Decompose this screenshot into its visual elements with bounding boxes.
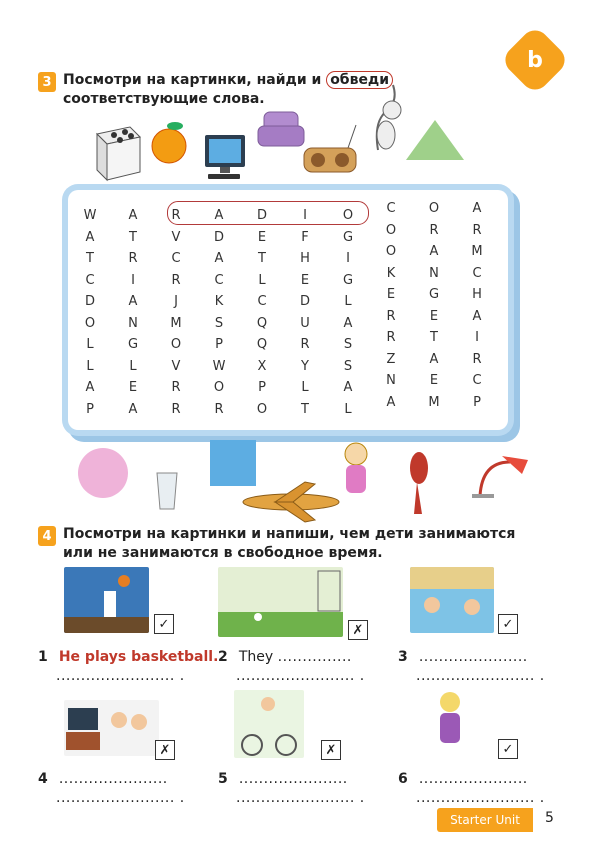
item-4 bbox=[38, 768, 168, 787]
grid-letter: X bbox=[257, 358, 267, 374]
lamp-icon bbox=[470, 452, 530, 498]
item-2 bbox=[218, 646, 352, 665]
item-6-line2[interactable]: ........................ . bbox=[416, 790, 545, 806]
grid-letter: V bbox=[171, 358, 181, 374]
grid-letter: L bbox=[301, 380, 309, 395]
check-box-1: ✓ bbox=[154, 614, 174, 634]
radio-icon bbox=[300, 120, 362, 180]
grid-letter: H bbox=[472, 287, 482, 302]
check-box-6: ✓ bbox=[498, 739, 518, 759]
grid-letter: I bbox=[346, 251, 350, 266]
grid-letter: Q bbox=[256, 337, 268, 352]
exercise-3-instruction bbox=[63, 71, 393, 109]
grid-letter: N bbox=[386, 373, 396, 388]
grid-letter: A bbox=[343, 380, 353, 395]
item-1 bbox=[38, 646, 218, 665]
grid-letter: N bbox=[128, 315, 138, 331]
grid-letter: D bbox=[213, 229, 224, 245]
grid-letter: L bbox=[344, 401, 352, 417]
grid-letter: R bbox=[386, 330, 396, 345]
item-5 bbox=[218, 768, 348, 787]
grid-letter: A bbox=[214, 208, 224, 223]
check-box-5: ✗ bbox=[321, 740, 341, 760]
item-3-number: 3 bbox=[398, 649, 408, 665]
item-4-number: 4 bbox=[38, 771, 48, 787]
item-5-line1[interactable]: ...................... bbox=[238, 771, 348, 787]
grid-letter: T bbox=[430, 330, 438, 345]
cat-icon bbox=[368, 80, 408, 155]
grid-letter: R bbox=[171, 208, 181, 223]
item-3-line1[interactable]: ...................... bbox=[418, 649, 528, 665]
grid-letter: G bbox=[428, 287, 440, 302]
item-2-number: 2 bbox=[218, 649, 228, 665]
grid-letter: P bbox=[86, 401, 94, 417]
grid-letter: R bbox=[386, 308, 396, 324]
grid-letter: I bbox=[131, 272, 135, 288]
exercise-3-line1: Посмотри на картинки, найди и bbox=[63, 72, 322, 88]
exercise-3-number: 3 bbox=[38, 72, 56, 92]
grid-letter: Y bbox=[301, 358, 309, 374]
swimming-picture bbox=[410, 567, 494, 633]
grid-letter: E bbox=[386, 287, 396, 302]
grid-letter: P bbox=[215, 337, 223, 352]
grid-letter: O bbox=[428, 201, 440, 216]
item-1-answer: He plays basketball. bbox=[58, 649, 219, 665]
item-1-line2[interactable]: ........................ . bbox=[56, 668, 185, 684]
grid-letter: R bbox=[472, 222, 482, 238]
orange-icon bbox=[150, 118, 190, 166]
grid-letter: C bbox=[257, 294, 267, 309]
grid-letter: G bbox=[342, 229, 354, 245]
grid-letter: R bbox=[472, 351, 482, 367]
exercise-4-line2: или не занимаются в свободное время. bbox=[63, 545, 383, 561]
armchair-icon bbox=[256, 108, 306, 153]
grid-letter: L bbox=[129, 358, 137, 374]
grid-letter: A bbox=[472, 201, 482, 216]
grid-letter: O bbox=[385, 222, 397, 238]
grid-letter: O bbox=[256, 401, 268, 417]
word-search-letters bbox=[80, 200, 500, 425]
grid-letter: C bbox=[472, 373, 482, 388]
grid-letter: R bbox=[171, 272, 181, 288]
unit-footer-tab: Starter Unit bbox=[437, 808, 533, 832]
grid-letter: A bbox=[386, 394, 396, 410]
grid-letter: O bbox=[342, 208, 354, 223]
item-3 bbox=[398, 646, 528, 665]
grid-letter: L bbox=[86, 337, 94, 352]
grid-letter: R bbox=[429, 222, 439, 238]
grid-letter: C bbox=[472, 265, 482, 281]
grid-letter: Q bbox=[256, 315, 268, 331]
grid-letter: T bbox=[129, 229, 137, 245]
item-5-number: 5 bbox=[218, 771, 228, 787]
grid-letter: O bbox=[385, 244, 397, 259]
grid-letter: R bbox=[128, 251, 138, 266]
item-6-number: 6 bbox=[398, 771, 408, 787]
grid-letter: A bbox=[214, 251, 224, 266]
grid-letter: G bbox=[127, 337, 139, 352]
grid-letter: S bbox=[214, 315, 224, 331]
grid-letter: A bbox=[472, 308, 482, 324]
parrot-icon bbox=[404, 446, 434, 516]
triangle-icon bbox=[404, 118, 466, 162]
computer-icon bbox=[200, 132, 250, 187]
grid-letter: E bbox=[429, 373, 439, 388]
grid-letter: A bbox=[429, 351, 439, 367]
grid-letter: R bbox=[171, 401, 181, 417]
check-box-4: ✗ bbox=[155, 740, 175, 760]
grid-letter: D bbox=[299, 294, 310, 309]
grid-letter: D bbox=[84, 294, 95, 309]
grid-letter: L bbox=[258, 272, 266, 288]
grid-letter: M bbox=[170, 315, 182, 331]
grid-letter: L bbox=[344, 294, 352, 309]
grid-letter: I bbox=[475, 330, 479, 345]
item-2-line1[interactable]: ............... bbox=[277, 649, 352, 665]
grid-letter: P bbox=[258, 380, 266, 395]
grid-letter: A bbox=[128, 401, 138, 417]
grid-letter: L bbox=[86, 358, 94, 374]
grid-letter: C bbox=[171, 251, 181, 266]
grid-letter: G bbox=[342, 272, 354, 288]
grid-letter: K bbox=[386, 265, 396, 281]
grid-letter: S bbox=[343, 358, 353, 374]
check-box-2: ✗ bbox=[348, 620, 368, 640]
exercise-3-line2: соответствующие слова. bbox=[63, 91, 265, 107]
item-4-line2[interactable]: ........................ . bbox=[56, 790, 185, 806]
item-3-line2[interactable]: ........................ . bbox=[416, 668, 545, 684]
exercise-4-line1: Посмотри на картинки и напиши, чем дети занимаются bbox=[63, 526, 516, 542]
grid-letter: W bbox=[212, 358, 226, 374]
grid-letter: K bbox=[214, 294, 224, 309]
grid-letter: E bbox=[429, 308, 439, 324]
check-box-3: ✓ bbox=[498, 614, 518, 634]
grid-letter: M bbox=[428, 394, 440, 410]
grid-letter: T bbox=[301, 401, 309, 417]
grid-letter: A bbox=[128, 208, 138, 223]
doll-icon bbox=[336, 440, 376, 500]
grid-letter: D bbox=[256, 208, 267, 223]
basketball-picture bbox=[64, 567, 149, 633]
grid-letter: R bbox=[300, 337, 310, 352]
exercise-3-circled-word: обведи bbox=[326, 71, 393, 89]
grid-letter: H bbox=[300, 251, 310, 266]
grid-letter: R bbox=[214, 401, 224, 417]
grid-letter: E bbox=[257, 229, 267, 245]
grid-letter: R bbox=[171, 380, 181, 395]
item-2-line2[interactable]: ........................ . bbox=[236, 668, 365, 684]
grid-letter: O bbox=[213, 380, 225, 395]
item-5-line2[interactable]: ........................ . bbox=[236, 790, 365, 806]
grid-letter: M bbox=[471, 244, 483, 259]
plane-icon bbox=[235, 478, 347, 526]
grid-letter: E bbox=[300, 272, 310, 288]
football-picture bbox=[218, 567, 343, 637]
grid-letter: P bbox=[473, 394, 481, 410]
grid-letter: O bbox=[84, 315, 96, 331]
grid-letter: A bbox=[343, 315, 353, 331]
grid-letter: W bbox=[83, 208, 97, 223]
grid-letter: U bbox=[300, 315, 310, 331]
unit-badge-letter: b bbox=[527, 47, 543, 73]
grid-letter: T bbox=[258, 251, 266, 266]
item-4-line1[interactable]: ...................... bbox=[58, 771, 168, 787]
grid-letter: F bbox=[301, 229, 309, 245]
grid-letter: E bbox=[128, 380, 138, 395]
glass-icon bbox=[154, 470, 180, 512]
grid-letter: A bbox=[85, 380, 95, 395]
exercise-4-instruction bbox=[63, 525, 515, 563]
grid-letter: C bbox=[214, 272, 224, 288]
skipping-picture bbox=[425, 688, 475, 758]
exercise-4-number: 4 bbox=[38, 526, 56, 546]
item-1-number: 1 bbox=[38, 649, 48, 665]
grid-letter: N bbox=[429, 265, 439, 281]
grid-letter: A bbox=[85, 229, 95, 245]
grid-letter: V bbox=[171, 229, 181, 245]
grid-letter: Z bbox=[386, 351, 396, 367]
cycling-picture bbox=[234, 690, 304, 758]
grid-letter: C bbox=[85, 272, 95, 288]
grid-letter: J bbox=[174, 294, 178, 309]
grid-letter: A bbox=[128, 294, 138, 309]
item-6-line1[interactable]: ...................... bbox=[418, 771, 528, 787]
circle-shape-icon bbox=[76, 446, 130, 500]
grid-letter: A bbox=[429, 244, 439, 259]
tv-picture bbox=[64, 700, 159, 756]
cooker-icon bbox=[92, 122, 142, 184]
page-number: 5 bbox=[545, 810, 554, 826]
item-2-prefix: They bbox=[238, 649, 278, 665]
grid-letter: T bbox=[86, 251, 94, 266]
grid-letter: I bbox=[303, 208, 307, 223]
grid-letter: C bbox=[386, 201, 396, 216]
grid-letter: S bbox=[343, 337, 353, 352]
item-6 bbox=[398, 768, 528, 787]
grid-letter: O bbox=[170, 337, 182, 352]
